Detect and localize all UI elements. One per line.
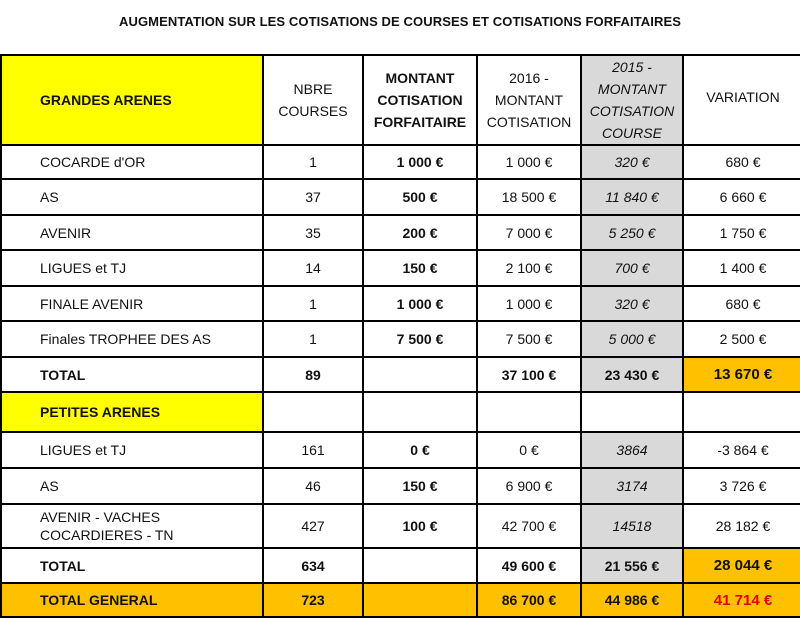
row-nbre: 1 bbox=[263, 321, 363, 357]
table-row bbox=[1, 321, 800, 357]
table-row bbox=[1, 250, 800, 286]
row-label: FINALE AVENIR bbox=[1, 286, 263, 321]
table-row bbox=[1, 286, 800, 321]
total-2016: 37 100 € bbox=[477, 357, 581, 392]
row-montant: 100 € bbox=[363, 504, 477, 548]
table-row bbox=[1, 145, 800, 179]
row-2015: 5 250 € bbox=[581, 215, 683, 250]
row-variation: 6 660 € bbox=[683, 179, 800, 215]
row-2016: 1 000 € bbox=[477, 286, 581, 321]
row-label: AVENIR - VACHES COCARDIERES - TN bbox=[1, 504, 263, 548]
table-row bbox=[1, 179, 800, 215]
row-2015: 320 € bbox=[581, 145, 683, 179]
row-2015: 3864 bbox=[581, 432, 683, 468]
row-label: AVENIR bbox=[1, 215, 263, 250]
col-header-montant bbox=[363, 55, 477, 145]
total-2015: 23 430 € bbox=[581, 357, 683, 392]
total-label: TOTAL bbox=[1, 357, 263, 392]
row-montant: 150 € bbox=[363, 468, 477, 504]
row-variation: 28 182 € bbox=[683, 504, 800, 548]
page-title: AUGMENTATION SUR LES COTISATIONS DE COURSES ET COTISATIONS FORFAITAIRES bbox=[118, 14, 682, 29]
empty-cell bbox=[683, 392, 800, 432]
total-montant bbox=[363, 548, 477, 583]
row-variation: -3 864 € bbox=[683, 432, 800, 468]
total-montant bbox=[363, 357, 477, 392]
row-nbre: 14 bbox=[263, 250, 363, 286]
col-header-2016-text: 2016 - MONTANT COTISATION bbox=[486, 70, 572, 130]
general-total-label: TOTAL GENERAL bbox=[1, 583, 263, 617]
general-total-variation: 41 714 € bbox=[683, 583, 800, 617]
col-header-nbre-text: NBRE COURSES bbox=[278, 81, 348, 119]
total-variation: 13 670 € bbox=[683, 357, 800, 392]
petites-arenes-body bbox=[1, 432, 800, 548]
row-2016: 1 000 € bbox=[477, 145, 581, 179]
row-2015: 3174 bbox=[581, 468, 683, 504]
row-2016: 7 000 € bbox=[477, 215, 581, 250]
row-2015: 5 000 € bbox=[581, 321, 683, 357]
row-variation: 1 750 € bbox=[683, 215, 800, 250]
row-nbre: 1 bbox=[263, 145, 363, 179]
row-label: Finales TROPHEE DES AS bbox=[1, 321, 263, 357]
row-label: COCARDE d'OR bbox=[1, 145, 263, 179]
general-total-montant bbox=[363, 583, 477, 617]
row-2016: 7 500 € bbox=[477, 321, 581, 357]
total-label: TOTAL bbox=[1, 548, 263, 583]
row-montant: 0 € bbox=[363, 432, 477, 468]
row-variation: 1 400 € bbox=[683, 250, 800, 286]
row-variation: 2 500 € bbox=[683, 321, 800, 357]
grandes-arenes-body bbox=[1, 145, 800, 357]
general-total-row bbox=[1, 583, 800, 617]
row-montant: 1 000 € bbox=[363, 145, 477, 179]
row-nbre: 37 bbox=[263, 179, 363, 215]
row-variation: 3 726 € bbox=[683, 468, 800, 504]
row-nbre: 161 bbox=[263, 432, 363, 468]
section-header-petites: PETITES ARENES bbox=[1, 392, 263, 432]
total-2016: 49 600 € bbox=[477, 548, 581, 583]
row-nbre: 46 bbox=[263, 468, 363, 504]
empty-cell bbox=[581, 392, 683, 432]
row-montant: 7 500 € bbox=[363, 321, 477, 357]
empty-cell bbox=[477, 392, 581, 432]
grandes-total-row bbox=[1, 357, 800, 392]
col-header-2015-text: 2015 - MONTANT COTISATION COURSE bbox=[589, 59, 675, 141]
empty-cell bbox=[263, 392, 363, 432]
row-nbre: 1 bbox=[263, 286, 363, 321]
col-header-2016 bbox=[477, 55, 581, 145]
empty-cell bbox=[363, 392, 477, 432]
row-montant: 500 € bbox=[363, 179, 477, 215]
table-row bbox=[1, 468, 800, 504]
total-nbre: 634 bbox=[263, 548, 363, 583]
row-montant: 1 000 € bbox=[363, 286, 477, 321]
col-header-montant-text: MONTANT COTISATION FORFAITAIRE bbox=[373, 70, 467, 130]
row-nbre: 427 bbox=[263, 504, 363, 548]
row-2016: 42 700 € bbox=[477, 504, 581, 548]
general-total-nbre: 723 bbox=[263, 583, 363, 617]
table-row bbox=[1, 432, 800, 468]
row-2015: 320 € bbox=[581, 286, 683, 321]
row-2016: 18 500 € bbox=[477, 179, 581, 215]
row-label: LIGUES et TJ bbox=[1, 432, 263, 468]
col-header-variation: VARIATION bbox=[683, 55, 800, 145]
row-montant: 200 € bbox=[363, 215, 477, 250]
row-label: AS bbox=[1, 179, 263, 215]
total-nbre: 89 bbox=[263, 357, 363, 392]
row-2016: 0 € bbox=[477, 432, 581, 468]
row-label: AS bbox=[1, 468, 263, 504]
petites-total-row bbox=[1, 548, 800, 583]
col-header-2015 bbox=[581, 55, 683, 145]
row-variation: 680 € bbox=[683, 145, 800, 179]
general-total-2016: 86 700 € bbox=[477, 583, 581, 617]
row-2016: 2 100 € bbox=[477, 250, 581, 286]
row-2015: 700 € bbox=[581, 250, 683, 286]
section-header-grandes: GRANDES ARENES bbox=[1, 55, 263, 145]
col-header-nbre bbox=[263, 55, 363, 145]
total-variation: 28 044 € bbox=[683, 548, 800, 583]
cotisations-table bbox=[0, 54, 800, 618]
header-row bbox=[1, 55, 800, 145]
row-label: LIGUES et TJ bbox=[1, 250, 263, 286]
row-nbre: 35 bbox=[263, 215, 363, 250]
table-row bbox=[1, 215, 800, 250]
row-2015: 11 840 € bbox=[581, 179, 683, 215]
row-2016: 6 900 € bbox=[477, 468, 581, 504]
row-2015: 14518 bbox=[581, 504, 683, 548]
table-row bbox=[1, 504, 800, 548]
petites-section-row bbox=[1, 392, 800, 432]
row-montant: 150 € bbox=[363, 250, 477, 286]
total-2015: 21 556 € bbox=[581, 548, 683, 583]
general-total-2015: 44 986 € bbox=[581, 583, 683, 617]
row-variation: 680 € bbox=[683, 286, 800, 321]
